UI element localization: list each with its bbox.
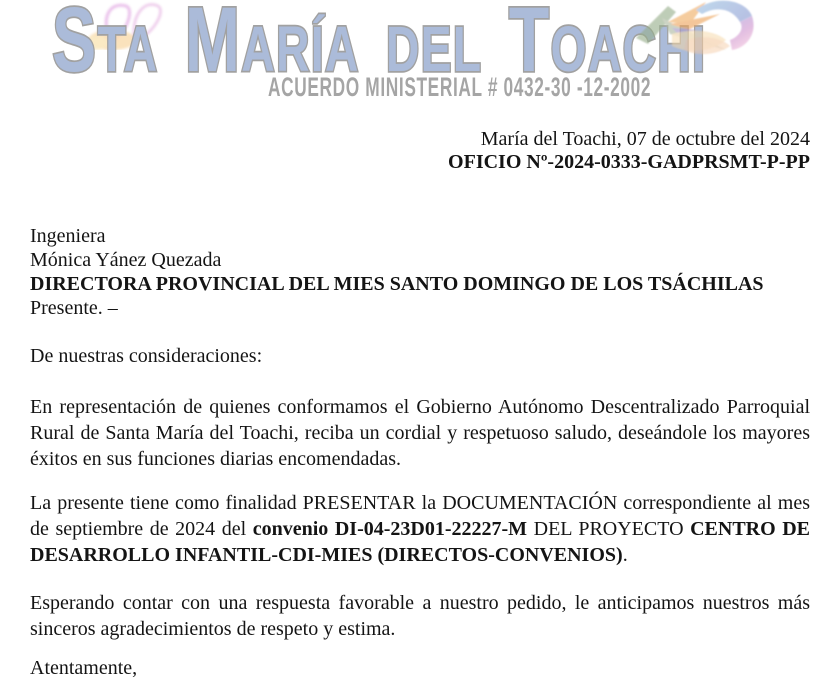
salutation: De nuestras consideraciones: (30, 345, 263, 367)
purpose-text-1: La presente tiene como finalidad PRESENTAR la DOCUMENTACIÓN correspondiente al mes de septiembre de 2024 del (30, 492, 810, 540)
date-line: María del Toachi, 07 de octubre del 2024 (480, 128, 810, 150)
paragraph-thanks: Esperando contar con una respuesta favorable a nuestro pedido, le anticipamos nuestros más sinceros agradecimientos de respeto y estima. (30, 592, 810, 640)
date-reference-block (30, 128, 810, 174)
purpose-text-2: DEL PROYECTO (527, 518, 691, 540)
oficio-number: OFICIO Nº-2024-0333-GADPRSMT-P-PP (448, 151, 810, 173)
recipient-present: Presente. – (30, 297, 118, 319)
recipient-position: DIRECTORA PROVINCIAL DEL MIES SANTO DOMINGO DE LOS TSÁCHILAS (30, 273, 764, 295)
letterhead (0, 0, 828, 112)
project-name: CENTRO DE DESARROLLO INFANTIL-CDI-MIES (DIRECTOS-CONVENIOS) (30, 518, 811, 566)
header-art-right (628, 0, 762, 60)
recipient-name: Mónica Yánez Quezada (30, 249, 222, 271)
logo-word-toachi: TOACHI (508, 0, 707, 91)
convenio-code: convenio DI-04-23D01-22227-M (252, 518, 528, 540)
recipient-title: Ingeniera (30, 225, 106, 247)
logo-word-maria: MARÍA (184, 0, 360, 91)
recipient-block (30, 224, 810, 320)
letter-content (30, 112, 810, 680)
paragraph-purpose (30, 490, 810, 568)
acuerdo-ministerial-text: ACUERDO MINISTERIAL # 0432-30 -12-2002 (268, 72, 652, 102)
paragraph-greeting: En representación de quienes conformamos el Gobierno Autónomo Descentralizado Parroquial Rural de Santa María del Toachi, reciba un cordial y respetuoso saludo, deseándole los mayores éxitos en sus funciones diarias encomendadas. (30, 396, 810, 470)
logo-word-sta: STA (52, 0, 159, 91)
closing: Atentamente, (30, 657, 138, 679)
logo-word-del: DEL (386, 13, 483, 85)
purpose-text-3: . (622, 544, 628, 566)
